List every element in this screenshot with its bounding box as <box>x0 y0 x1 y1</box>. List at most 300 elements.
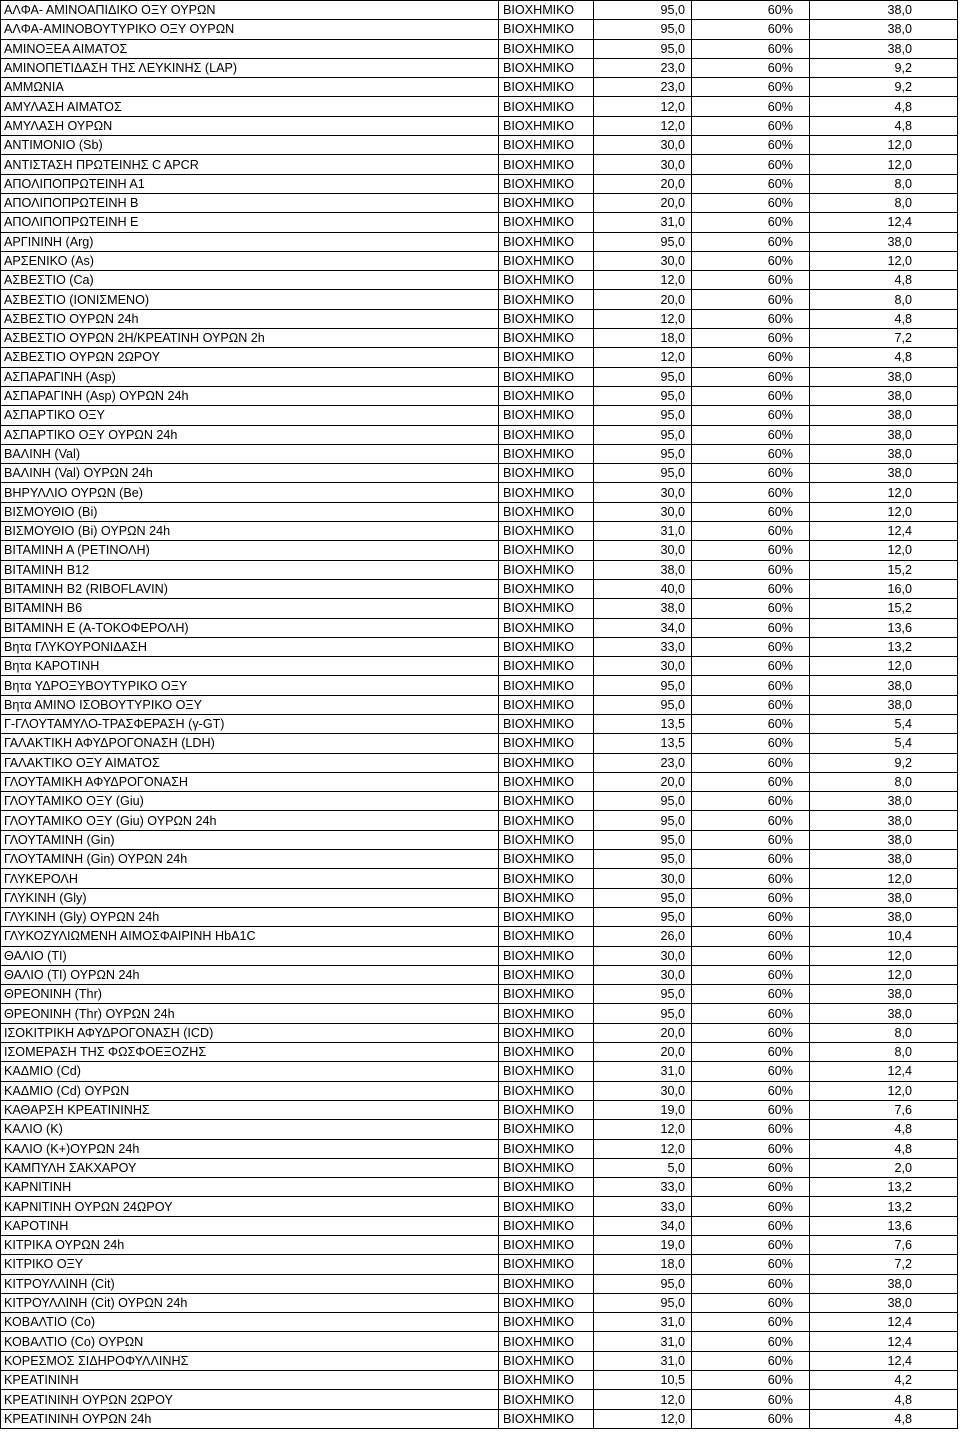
category-cell: ΒΙΟΧΗΜΙΚΟ <box>499 772 594 791</box>
percent-cell: 60% <box>692 116 810 135</box>
value-cell: 9,2 <box>810 753 958 772</box>
price-cell: 30,0 <box>594 483 692 502</box>
test-name-cell: ΒΑΛΙΝΗ (Val) ΟΥΡΩΝ 24h <box>1 464 499 483</box>
price-cell: 23,0 <box>594 78 692 97</box>
test-name-cell: ΑΜΥΛΑΣΗ ΑΙΜΑΤΟΣ <box>1 97 499 116</box>
price-cell: 19,0 <box>594 1236 692 1255</box>
category-cell: ΒΙΟΧΗΜΙΚΟ <box>499 541 594 560</box>
value-cell: 8,0 <box>810 193 958 212</box>
value-cell: 16,0 <box>810 579 958 598</box>
price-cell: 95,0 <box>594 888 692 907</box>
category-cell: ΒΙΟΧΗΜΙΚΟ <box>499 1 594 20</box>
price-cell: 20,0 <box>594 193 692 212</box>
price-cell: 30,0 <box>594 1081 692 1100</box>
value-cell: 9,2 <box>810 78 958 97</box>
percent-cell: 60% <box>692 97 810 116</box>
category-cell: ΒΙΟΧΗΜΙΚΟ <box>499 425 594 444</box>
test-name-cell: ΑΜΙΝΟΞΕΑ ΑΙΜΑΤΟΣ <box>1 39 499 58</box>
price-cell: 33,0 <box>594 637 692 656</box>
test-name-cell: Βητα ΓΛΥΚΟΥΡΟΝΙΔΑΣΗ <box>1 637 499 656</box>
price-cell: 34,0 <box>594 618 692 637</box>
price-cell: 95,0 <box>594 1 692 20</box>
price-cell: 95,0 <box>594 406 692 425</box>
category-cell: ΒΙΟΧΗΜΙΚΟ <box>499 869 594 888</box>
value-cell: 38,0 <box>810 425 958 444</box>
category-cell: ΒΙΟΧΗΜΙΚΟ <box>499 251 594 270</box>
test-name-cell: ΒΙΤΑΜΙΝΗ Β12 <box>1 560 499 579</box>
table-row <box>1 136 958 155</box>
percent-cell: 60% <box>692 1139 810 1158</box>
table-row <box>1 1 958 20</box>
value-cell: 38,0 <box>810 406 958 425</box>
table-row <box>1 232 958 251</box>
percent-cell: 60% <box>692 78 810 97</box>
table-row <box>1 560 958 579</box>
percent-cell: 60% <box>692 541 810 560</box>
test-name-cell: ΚΙΤΡΙΚΟ ΟΞΥ <box>1 1255 499 1274</box>
price-cell: 31,0 <box>594 1351 692 1370</box>
table-row <box>1 39 958 58</box>
value-cell: 15,2 <box>810 599 958 618</box>
category-cell: ΒΙΟΧΗΜΙΚΟ <box>499 927 594 946</box>
table-row <box>1 676 958 695</box>
test-name-cell: ΘΡΕΟΝΙΝΗ (Thr) ΟΥΡΩΝ 24h <box>1 1004 499 1023</box>
category-cell: ΒΙΟΧΗΜΙΚΟ <box>499 599 594 618</box>
percent-cell: 60% <box>692 1332 810 1351</box>
table-row <box>1 116 958 135</box>
percent-cell: 60% <box>692 329 810 348</box>
percent-cell: 60% <box>692 386 810 405</box>
category-cell: ΒΙΟΧΗΜΙΚΟ <box>499 560 594 579</box>
percent-cell: 60% <box>692 869 810 888</box>
price-cell: 33,0 <box>594 1178 692 1197</box>
value-cell: 4,8 <box>810 309 958 328</box>
category-cell: ΒΙΟΧΗΜΙΚΟ <box>499 193 594 212</box>
value-cell: 8,0 <box>810 174 958 193</box>
percent-cell: 60% <box>692 618 810 637</box>
value-cell: 12,0 <box>810 541 958 560</box>
value-cell: 8,0 <box>810 1023 958 1042</box>
test-name-cell: ΙΣΟΚΙΤΡΙΚΗ ΑΦΥΔΡΟΓΟΝΑΣΗ (ICD) <box>1 1023 499 1042</box>
value-cell: 38,0 <box>810 1293 958 1312</box>
value-cell: 7,2 <box>810 1255 958 1274</box>
value-cell: 4,8 <box>810 1120 958 1139</box>
category-cell: ΒΙΟΧΗΜΙΚΟ <box>499 830 594 849</box>
test-name-cell: ΑΜΜΩΝΙΑ <box>1 78 499 97</box>
category-cell: ΒΙΟΧΗΜΙΚΟ <box>499 1023 594 1042</box>
percent-cell: 60% <box>692 20 810 39</box>
value-cell: 12,4 <box>810 1313 958 1332</box>
percent-cell: 60% <box>692 965 810 984</box>
percent-cell: 60% <box>692 579 810 598</box>
price-cell: 5,0 <box>594 1158 692 1177</box>
value-cell: 4,2 <box>810 1371 958 1390</box>
category-cell: ΒΙΟΧΗΜΙΚΟ <box>499 136 594 155</box>
category-cell: ΒΙΟΧΗΜΙΚΟ <box>499 1351 594 1370</box>
value-cell: 8,0 <box>810 772 958 791</box>
price-cell: 95,0 <box>594 695 692 714</box>
test-name-cell: ΓΑΛΑΚΤΙΚΟ ΟΞΥ ΑΙΜΑΤΟΣ <box>1 753 499 772</box>
category-cell: ΒΙΟΧΗΜΙΚΟ <box>499 695 594 714</box>
category-cell: ΒΙΟΧΗΜΙΚΟ <box>499 1274 594 1293</box>
price-cell: 95,0 <box>594 830 692 849</box>
table-row <box>1 193 958 212</box>
value-cell: 7,6 <box>810 1236 958 1255</box>
test-name-cell: ΚΑΡΟΤΙΝΗ <box>1 1216 499 1235</box>
test-name-cell: ΓΛΟΥΤΑΜΙΚΟ ΟΞΥ (Giu) <box>1 792 499 811</box>
value-cell: 12,0 <box>810 965 958 984</box>
value-cell: 12,0 <box>810 657 958 676</box>
table-row <box>1 927 958 946</box>
price-cell: 34,0 <box>594 1216 692 1235</box>
price-cell: 30,0 <box>594 155 692 174</box>
category-cell: ΒΙΟΧΗΜΙΚΟ <box>499 309 594 328</box>
price-cell: 23,0 <box>594 58 692 77</box>
category-cell: ΒΙΟΧΗΜΙΚΟ <box>499 1081 594 1100</box>
percent-cell: 60% <box>692 1120 810 1139</box>
table-row <box>1 1313 958 1332</box>
value-cell: 38,0 <box>810 464 958 483</box>
percent-cell: 60% <box>692 1004 810 1023</box>
test-name-cell: ΚΑΛΙΟ (Κ) <box>1 1120 499 1139</box>
value-cell: 38,0 <box>810 850 958 869</box>
category-cell: ΒΙΟΧΗΜΙΚΟ <box>499 1216 594 1235</box>
price-cell: 95,0 <box>594 367 692 386</box>
table-row <box>1 869 958 888</box>
table-row <box>1 444 958 463</box>
category-cell: ΒΙΟΧΗΜΙΚΟ <box>499 753 594 772</box>
value-cell: 4,8 <box>810 116 958 135</box>
percent-cell: 60% <box>692 1158 810 1177</box>
category-cell: ΒΙΟΧΗΜΙΚΟ <box>499 985 594 1004</box>
percent-cell: 60% <box>692 1062 810 1081</box>
test-name-cell: ΚΡΕΑΤΙΝΙΝΗ ΟΥΡΩΝ 24h <box>1 1409 499 1428</box>
test-name-cell: ΒΙΤΑΜΙΝΗ Β2 (RIBOFLAVIN) <box>1 579 499 598</box>
table-row <box>1 637 958 656</box>
category-cell: ΒΙΟΧΗΜΙΚΟ <box>499 1100 594 1119</box>
category-cell: ΒΙΟΧΗΜΙΚΟ <box>499 811 594 830</box>
value-cell: 38,0 <box>810 676 958 695</box>
test-name-cell: Βητα ΥΔΡΟΞΥΒΟΥΤΥΡΙΚΟ ΟΞΥ <box>1 676 499 695</box>
percent-cell: 60% <box>692 136 810 155</box>
percent-cell: 60% <box>692 657 810 676</box>
percent-cell: 60% <box>692 1390 810 1409</box>
value-cell: 38,0 <box>810 232 958 251</box>
value-cell: 7,2 <box>810 329 958 348</box>
category-cell: ΒΙΟΧΗΜΙΚΟ <box>499 618 594 637</box>
percent-cell: 60% <box>692 927 810 946</box>
test-name-cell: ΑΣΒΕΣΤΙΟ ΟΥΡΩΝ 2Η/ΚΡΕΑΤΙΝΗ ΟΥΡΩΝ 2h <box>1 329 499 348</box>
table-row <box>1 483 958 502</box>
percent-cell: 60% <box>692 232 810 251</box>
value-cell: 8,0 <box>810 1043 958 1062</box>
price-cell: 18,0 <box>594 1255 692 1274</box>
test-name-cell: ΒΑΛΙΝΗ (Val) <box>1 444 499 463</box>
value-cell: 12,0 <box>810 483 958 502</box>
value-cell: 12,0 <box>810 946 958 965</box>
percent-cell: 60% <box>692 734 810 753</box>
table-row <box>1 946 958 965</box>
test-name-cell: ΑΠΟΛΙΠΟΠΡΩΤΕΙΝΗ Α1 <box>1 174 499 193</box>
category-cell: ΒΙΟΧΗΜΙΚΟ <box>499 116 594 135</box>
table-row <box>1 579 958 598</box>
test-name-cell: ΓΛΥΚΙΝΗ (Gly) ΟΥΡΩΝ 24h <box>1 907 499 926</box>
test-name-cell: ΚΙΤΡΟΥΛΛΙΝΗ (Cit) <box>1 1274 499 1293</box>
test-name-cell: ΚΑΘΑΡΣΗ ΚΡΕΑΤΙΝΙΝΗΣ <box>1 1100 499 1119</box>
category-cell: ΒΙΟΧΗΜΙΚΟ <box>499 657 594 676</box>
test-name-cell: ΚΟΡΕΣΜΟΣ ΣΙΔΗΡΟΦΥΛΛΙΝΗΣ <box>1 1351 499 1370</box>
price-cell: 38,0 <box>594 560 692 579</box>
table-row <box>1 1081 958 1100</box>
price-cell: 95,0 <box>594 1004 692 1023</box>
price-cell: 13,5 <box>594 714 692 733</box>
price-cell: 12,0 <box>594 348 692 367</box>
table-row <box>1 1293 958 1312</box>
test-name-cell: ΑΡΓΙΝΙΝΗ (Arg) <box>1 232 499 251</box>
table-row <box>1 792 958 811</box>
category-cell: ΒΙΟΧΗΜΙΚΟ <box>499 232 594 251</box>
price-cell: 12,0 <box>594 1409 692 1428</box>
price-cell: 95,0 <box>594 444 692 463</box>
value-cell: 38,0 <box>810 1274 958 1293</box>
category-cell: ΒΙΟΧΗΜΙΚΟ <box>499 367 594 386</box>
category-cell: ΒΙΟΧΗΜΙΚΟ <box>499 850 594 869</box>
table-row <box>1 348 958 367</box>
category-cell: ΒΙΟΧΗΜΙΚΟ <box>499 1371 594 1390</box>
percent-cell: 60% <box>692 1081 810 1100</box>
test-name-cell: ΒΙΣΜΟΥΘΙΟ (Bi) ΟΥΡΩΝ 24h <box>1 522 499 541</box>
percent-cell: 60% <box>692 193 810 212</box>
test-name-cell: ΑΠΟΛΙΠΟΠΡΩΤΕΙΝΗ Ε <box>1 213 499 232</box>
percent-cell: 60% <box>692 714 810 733</box>
price-cell: 95,0 <box>594 1293 692 1312</box>
table-row <box>1 1351 958 1370</box>
value-cell: 12,0 <box>810 155 958 174</box>
percent-cell: 60% <box>692 502 810 521</box>
value-cell: 38,0 <box>810 907 958 926</box>
price-cell: 31,0 <box>594 1062 692 1081</box>
test-name-cell: ΑΜΥΛΑΣΗ ΟΥΡΩΝ <box>1 116 499 135</box>
value-cell: 4,8 <box>810 1390 958 1409</box>
value-cell: 10,4 <box>810 927 958 946</box>
value-cell: 12,0 <box>810 251 958 270</box>
price-cell: 18,0 <box>594 329 692 348</box>
percent-cell: 60% <box>692 1255 810 1274</box>
percent-cell: 60% <box>692 271 810 290</box>
test-name-cell: ΑΛΦΑ- ΑΜΙΝΟΑΠΙΔΙΚΟ ΟΞΥ ΟΥΡΩΝ <box>1 1 499 20</box>
table-row <box>1 1236 958 1255</box>
test-name-cell: ΓΛΥΚΕΡΟΛΗ <box>1 869 499 888</box>
test-name-cell: ΚΟΒΑΛΤΙΟ (Co) <box>1 1313 499 1332</box>
price-cell: 26,0 <box>594 927 692 946</box>
price-cell: 12,0 <box>594 1120 692 1139</box>
table-row <box>1 772 958 791</box>
percent-cell: 60% <box>692 348 810 367</box>
category-cell: ΒΙΟΧΗΜΙΚΟ <box>499 155 594 174</box>
value-cell: 38,0 <box>810 1 958 20</box>
value-cell: 12,4 <box>810 1332 958 1351</box>
percent-cell: 60% <box>692 946 810 965</box>
value-cell: 38,0 <box>810 888 958 907</box>
value-cell: 5,4 <box>810 714 958 733</box>
price-cell: 30,0 <box>594 946 692 965</box>
test-name-cell: ΑΛΦΑ-ΑΜΙΝΟΒΟΥΤΥΡΙΚΟ ΟΞΥ ΟΥΡΩΝ <box>1 20 499 39</box>
value-cell: 38,0 <box>810 20 958 39</box>
percent-cell: 60% <box>692 695 810 714</box>
category-cell: ΒΙΟΧΗΜΙΚΟ <box>499 271 594 290</box>
value-cell: 12,0 <box>810 502 958 521</box>
category-cell: ΒΙΟΧΗΜΙΚΟ <box>499 464 594 483</box>
test-name-cell: ΘΑΛΙΟ (ΤΙ) ΟΥΡΩΝ 24h <box>1 965 499 984</box>
category-cell: ΒΙΟΧΗΜΙΚΟ <box>499 1139 594 1158</box>
value-cell: 4,8 <box>810 271 958 290</box>
percent-cell: 60% <box>692 1236 810 1255</box>
category-cell: ΒΙΟΧΗΜΙΚΟ <box>499 1255 594 1274</box>
value-cell: 38,0 <box>810 792 958 811</box>
percent-cell: 60% <box>692 850 810 869</box>
category-cell: ΒΙΟΧΗΜΙΚΟ <box>499 97 594 116</box>
category-cell: ΒΙΟΧΗΜΙΚΟ <box>499 907 594 926</box>
table-row <box>1 1390 958 1409</box>
percent-cell: 60% <box>692 1197 810 1216</box>
value-cell: 4,8 <box>810 1139 958 1158</box>
test-name-cell: ΓΛΟΥΤΑΜΙΚΗ ΑΦΥΔΡΟΓΟΝΑΣΗ <box>1 772 499 791</box>
value-cell: 4,8 <box>810 348 958 367</box>
percent-cell: 60% <box>692 1023 810 1042</box>
category-cell: ΒΙΟΧΗΜΙΚΟ <box>499 444 594 463</box>
price-cell: 95,0 <box>594 1274 692 1293</box>
table-row <box>1 657 958 676</box>
test-name-cell: ΓΛΥΚΙΝΗ (Gly) <box>1 888 499 907</box>
value-cell: 38,0 <box>810 1004 958 1023</box>
category-cell: ΒΙΟΧΗΜΙΚΟ <box>499 386 594 405</box>
table-row <box>1 1043 958 1062</box>
price-cell: 20,0 <box>594 1043 692 1062</box>
category-cell: ΒΙΟΧΗΜΙΚΟ <box>499 522 594 541</box>
category-cell: ΒΙΟΧΗΜΙΚΟ <box>499 888 594 907</box>
category-cell: ΒΙΟΧΗΜΙΚΟ <box>499 1062 594 1081</box>
category-cell: ΒΙΟΧΗΜΙΚΟ <box>499 637 594 656</box>
value-cell: 4,8 <box>810 1409 958 1428</box>
percent-cell: 60% <box>692 39 810 58</box>
test-name-cell: ΚΙΤΡΟΥΛΛΙΝΗ (Cit) ΟΥΡΩΝ 24h <box>1 1293 499 1312</box>
test-name-cell: ΓΑΛΑΚΤΙΚΗ ΑΦΥΔΡΟΓΟΝΑΣΗ (LDH) <box>1 734 499 753</box>
category-cell: ΒΙΟΧΗΜΙΚΟ <box>499 579 594 598</box>
price-cell: 12,0 <box>594 1139 692 1158</box>
value-cell: 38,0 <box>810 444 958 463</box>
value-cell: 12,0 <box>810 1081 958 1100</box>
category-cell: ΒΙΟΧΗΜΙΚΟ <box>499 20 594 39</box>
price-cell: 12,0 <box>594 97 692 116</box>
price-cell: 95,0 <box>594 464 692 483</box>
percent-cell: 60% <box>692 425 810 444</box>
percent-cell: 60% <box>692 830 810 849</box>
value-cell: 38,0 <box>810 39 958 58</box>
table-row <box>1 1023 958 1042</box>
test-name-cell: ΑΣΠΑΡΤΙΚΟ ΟΞΥ <box>1 406 499 425</box>
category-cell: ΒΙΟΧΗΜΙΚΟ <box>499 78 594 97</box>
test-name-cell: ΚΑΡΝΙΤΙΝΗ <box>1 1178 499 1197</box>
category-cell: ΒΙΟΧΗΜΙΚΟ <box>499 676 594 695</box>
price-cell: 95,0 <box>594 39 692 58</box>
percent-cell: 60% <box>692 637 810 656</box>
price-cell: 95,0 <box>594 232 692 251</box>
table-row <box>1 522 958 541</box>
category-cell: ΒΙΟΧΗΜΙΚΟ <box>499 39 594 58</box>
value-cell: 13,6 <box>810 1216 958 1235</box>
price-cell: 20,0 <box>594 1023 692 1042</box>
percent-cell: 60% <box>692 753 810 772</box>
percent-cell: 60% <box>692 560 810 579</box>
value-cell: 38,0 <box>810 367 958 386</box>
table-row <box>1 1158 958 1177</box>
table-row <box>1 425 958 444</box>
test-name-cell: ΓΛΟΥΤΑΜΙΝΗ (Gin) ΟΥΡΩΝ 24h <box>1 850 499 869</box>
price-cell: 31,0 <box>594 522 692 541</box>
category-cell: ΒΙΟΧΗΜΙΚΟ <box>499 329 594 348</box>
category-cell: ΒΙΟΧΗΜΙΚΟ <box>499 1332 594 1351</box>
price-cell: 95,0 <box>594 811 692 830</box>
table-row <box>1 1139 958 1158</box>
percent-cell: 60% <box>692 1351 810 1370</box>
table-row <box>1 753 958 772</box>
price-cell: 31,0 <box>594 213 692 232</box>
value-cell: 38,0 <box>810 985 958 1004</box>
test-name-cell: ΑΣΒΕΣΤΙΟ (Ca) <box>1 271 499 290</box>
test-name-cell: ΚΡΕΑΤΙΝΙΝΗ ΟΥΡΩΝ 2ΩΡΟΥ <box>1 1390 499 1409</box>
category-cell: ΒΙΟΧΗΜΙΚΟ <box>499 946 594 965</box>
test-name-cell: ΑΣΠΑΡΤΙΚΟ ΟΞΥ ΟΥΡΩΝ 24h <box>1 425 499 444</box>
price-cell: 10,5 <box>594 1371 692 1390</box>
table-row <box>1 464 958 483</box>
table-row <box>1 58 958 77</box>
price-cell: 12,0 <box>594 271 692 290</box>
category-cell: ΒΙΟΧΗΜΙΚΟ <box>499 58 594 77</box>
table-row <box>1 541 958 560</box>
price-cell: 20,0 <box>594 772 692 791</box>
value-cell: 12,4 <box>810 1062 958 1081</box>
table-row <box>1 618 958 637</box>
value-cell: 38,0 <box>810 386 958 405</box>
price-cell: 33,0 <box>594 1197 692 1216</box>
table-row <box>1 271 958 290</box>
price-cell: 20,0 <box>594 290 692 309</box>
table-row <box>1 1120 958 1139</box>
table-row <box>1 213 958 232</box>
test-name-cell: ΑΝΤΙΣΤΑΣΗ ΠΡΩΤΕΙΝΗΣ C APCR <box>1 155 499 174</box>
category-cell: ΒΙΟΧΗΜΙΚΟ <box>499 1043 594 1062</box>
table-row <box>1 1062 958 1081</box>
category-cell: ΒΙΟΧΗΜΙΚΟ <box>499 1004 594 1023</box>
price-cell: 30,0 <box>594 136 692 155</box>
percent-cell: 60% <box>692 483 810 502</box>
price-cell: 30,0 <box>594 251 692 270</box>
table-row <box>1 1332 958 1351</box>
percent-cell: 60% <box>692 444 810 463</box>
percent-cell: 60% <box>692 1274 810 1293</box>
percent-cell: 60% <box>692 985 810 1004</box>
price-cell: 30,0 <box>594 541 692 560</box>
test-name-cell: ΒΙΣΜΟΥΘΙΟ (Bi) <box>1 502 499 521</box>
percent-cell: 60% <box>692 213 810 232</box>
category-cell: ΒΙΟΧΗΜΙΚΟ <box>499 1293 594 1312</box>
category-cell: ΒΙΟΧΗΜΙΚΟ <box>499 1120 594 1139</box>
table-row <box>1 20 958 39</box>
value-cell: 38,0 <box>810 695 958 714</box>
table-row <box>1 406 958 425</box>
test-name-cell: ΑΡΣΕΝΙΚΟ (As) <box>1 251 499 270</box>
value-cell: 13,2 <box>810 1197 958 1216</box>
